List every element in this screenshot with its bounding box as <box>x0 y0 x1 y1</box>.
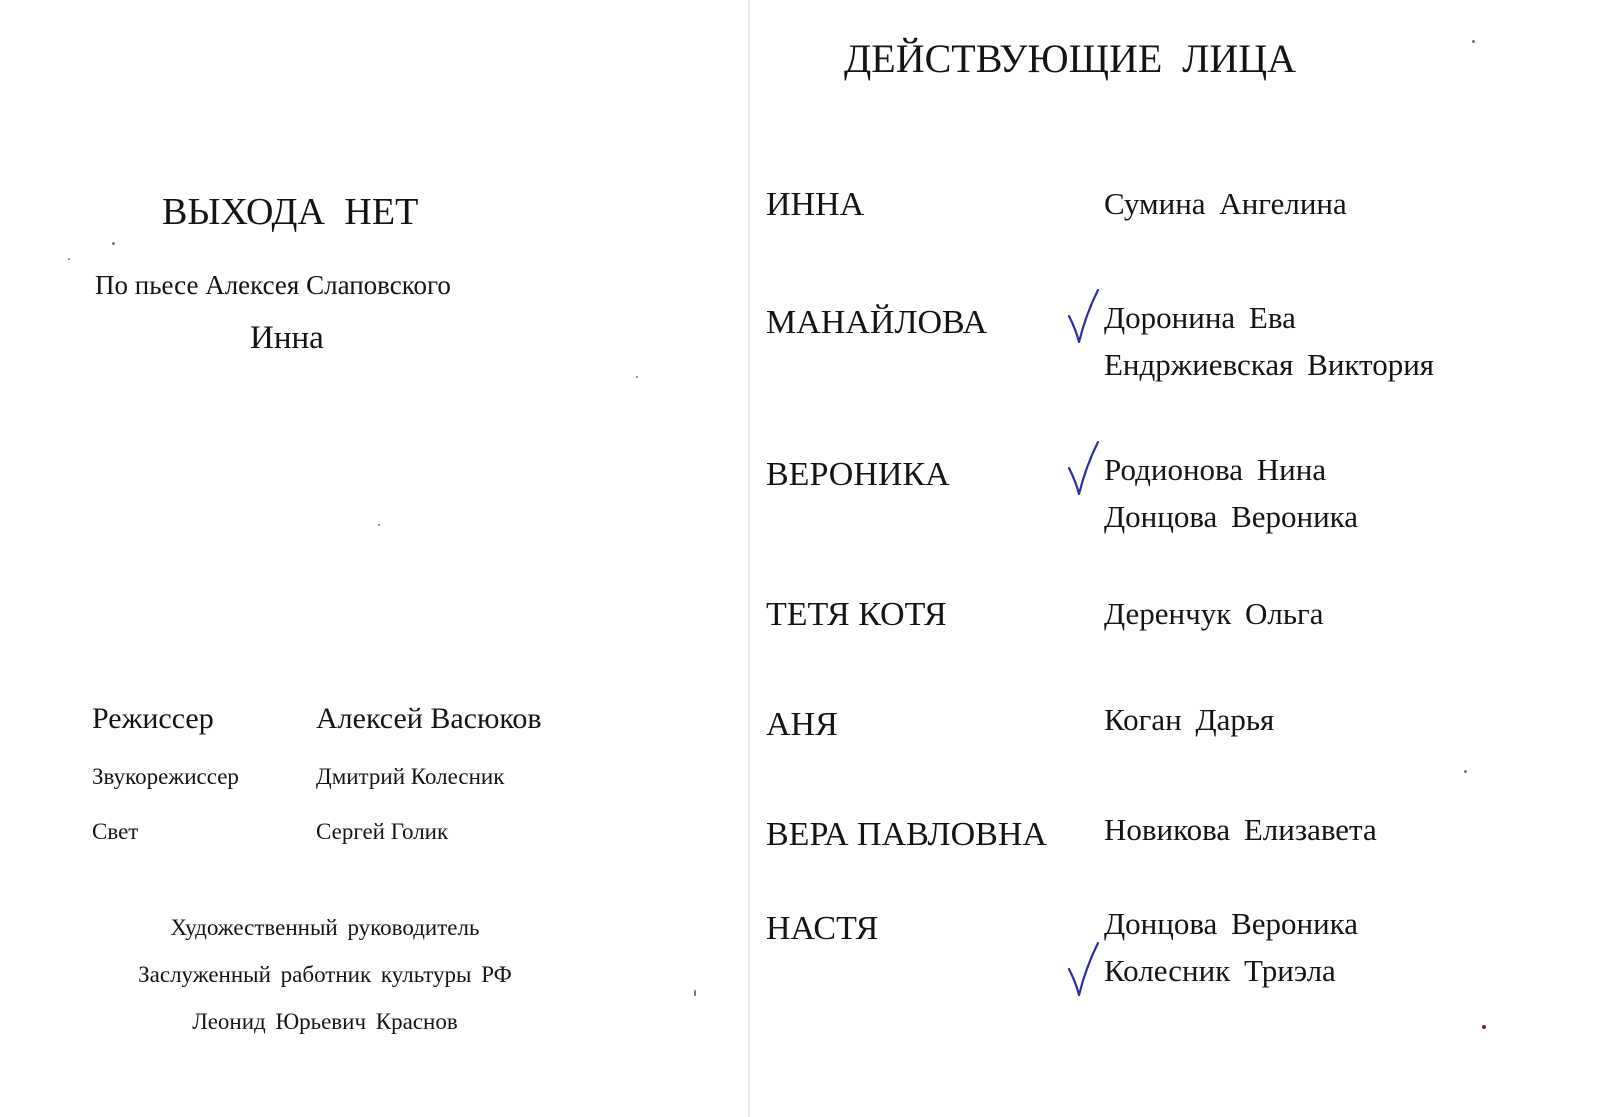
cast-actors <box>1104 452 1358 546</box>
actor-line <box>1104 186 1347 233</box>
scan-speck <box>112 242 115 245</box>
cast-role: НАСТЯ <box>766 910 879 947</box>
actor-name: Донцова Вероника <box>1104 906 1359 941</box>
left-page <box>0 0 750 1117</box>
credit-name: Дмитрий Колесник <box>316 764 505 789</box>
cast-role: ВЕРОНИКА <box>766 456 950 493</box>
actor-name: Ендржиевская Виктория <box>1104 347 1435 382</box>
check-mark-stroke <box>1069 442 1098 494</box>
actor-line <box>1104 347 1434 394</box>
actor-name: Деренчук Ольга <box>1104 596 1324 631</box>
credit-role: Свет <box>92 819 139 844</box>
actor-line <box>1104 812 1377 859</box>
scan-speck <box>68 258 70 260</box>
credit-role: Звукорежиссер <box>92 764 239 789</box>
actor-name: Коган Дарья <box>1104 702 1275 737</box>
check-mark-icon <box>1066 939 1100 999</box>
scan-speck <box>636 376 638 378</box>
credit-role: Режиссер <box>92 702 214 735</box>
actor-line <box>1104 702 1274 749</box>
scan-speck <box>694 990 696 996</box>
cast-role: МАНАЙЛОВА <box>766 304 988 341</box>
cast-actors <box>1104 300 1434 394</box>
artistic-director-honor: Заслуженный работник культуры РФ <box>138 962 512 987</box>
actor-line <box>1104 452 1358 499</box>
cast-actors <box>1104 596 1324 643</box>
artistic-director-block <box>90 915 560 1056</box>
artistic-director-name: Леонид Юрьевич Краснов <box>192 1009 458 1034</box>
credit-name: Алексей Васюков <box>316 702 542 735</box>
cast-role: ТЕТЯ КОТЯ <box>766 596 947 633</box>
actor-line <box>1104 596 1324 643</box>
cast-actors <box>1104 906 1358 1000</box>
credit-name: Сергей Голик <box>316 819 449 844</box>
page-fold <box>748 0 750 1117</box>
cast-role: АНЯ <box>766 706 838 743</box>
cast-actors <box>1104 186 1347 233</box>
scan-speck <box>1482 1025 1486 1029</box>
right-page <box>752 0 1602 1117</box>
actor-name: Сумина Ангелина <box>1104 186 1347 221</box>
actor-name: Новикова Елизавета <box>1104 812 1377 847</box>
actor-line <box>1104 953 1358 1000</box>
scan-speck <box>1472 40 1475 43</box>
actor-line <box>1104 906 1358 953</box>
actor-line <box>1104 499 1358 546</box>
play-note: Инна <box>250 320 324 356</box>
play-subtitle: По пьесе Алексея Слаповского <box>95 270 451 300</box>
cast-role: ИННА <box>766 186 865 223</box>
check-mark-stroke <box>1069 290 1098 342</box>
cast-heading: ДЕЙСТВУЮЩИЕ ЛИЦА <box>844 36 1297 81</box>
actor-name: Доронина Ева <box>1104 300 1296 335</box>
check-mark-stroke <box>1069 943 1098 995</box>
cast-actors <box>1104 702 1274 749</box>
play-title: ВЫХОДА НЕТ <box>162 191 419 233</box>
actor-name: Донцова Вероника <box>1104 499 1359 534</box>
actor-line <box>1104 300 1434 347</box>
actor-name: Родионова Нина <box>1104 452 1327 487</box>
check-mark-icon <box>1066 438 1100 498</box>
actor-name: Колесник Триэла <box>1104 953 1336 988</box>
artistic-director-title: Художественный руководитель <box>170 915 480 940</box>
check-mark-icon <box>1066 286 1100 346</box>
scan-speck <box>1464 770 1467 773</box>
cast-actors <box>1104 812 1377 859</box>
cast-role: ВЕРА ПАВЛОВНА <box>766 816 1047 853</box>
scan-speck <box>378 524 380 526</box>
cast-list <box>766 0 1586 1117</box>
